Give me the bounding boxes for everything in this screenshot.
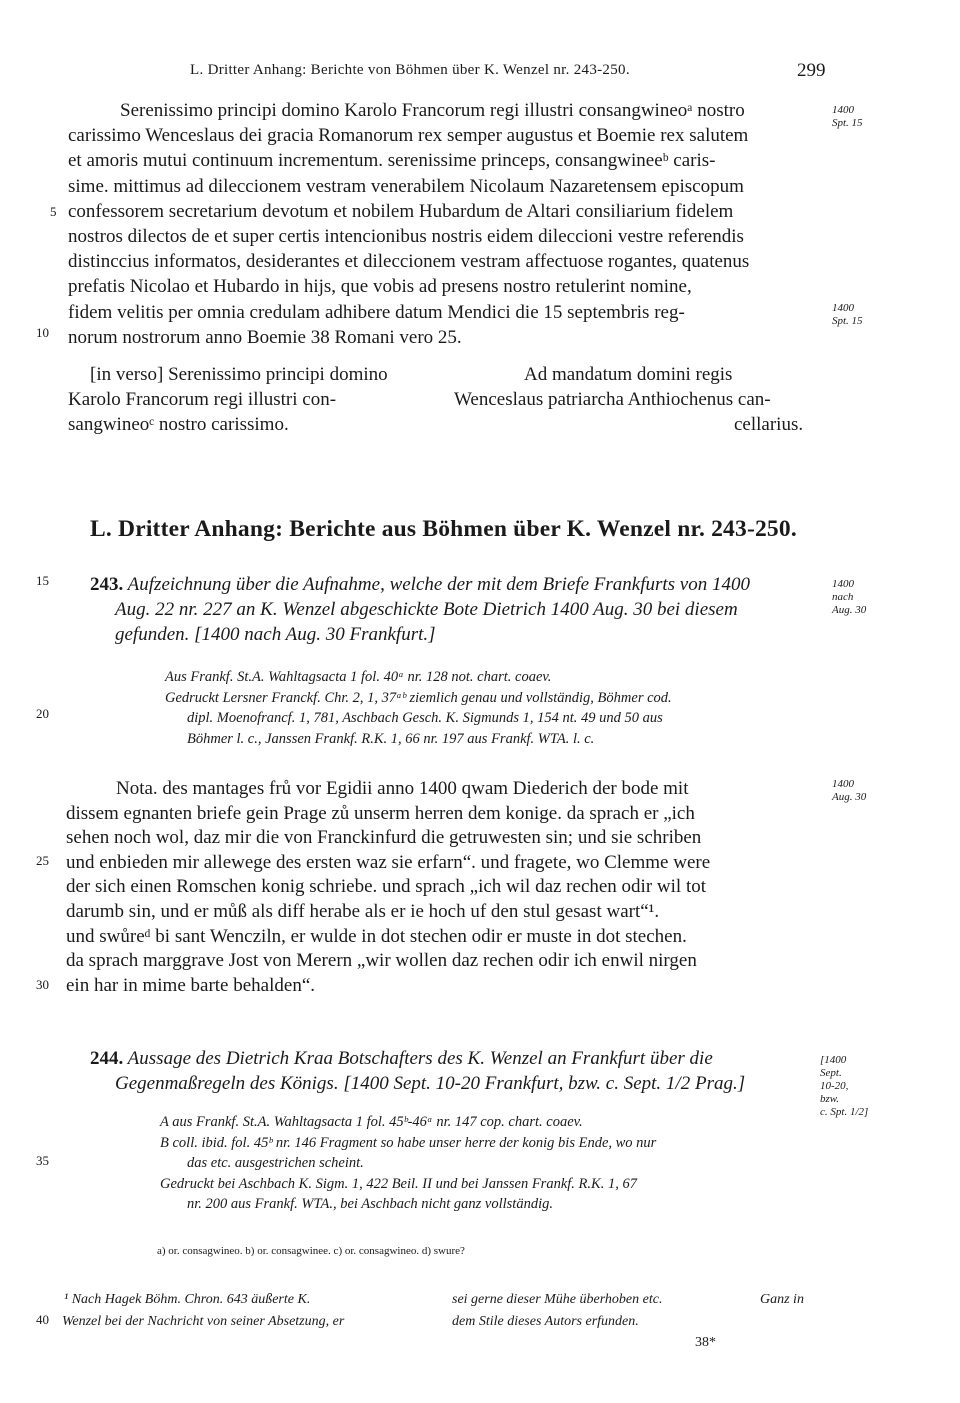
text-line: sehen noch wol, daz mir die von Franckinfurd die getruwesten sin; und sie schriben [66,827,702,849]
line-number: 20 [36,706,49,721]
text-line: da sprach marggrave Jost von Merern „wir wollen daz rechen odir ich enwil nirgen [66,950,697,972]
text-line: und swůreᵈ bi sant Wencziln, er wulde in dot stechen odir er muste in dot stechen. [66,925,687,947]
footnote-column [760,1289,804,1311]
doc-243-heading [90,572,750,647]
footnote-line: ¹ Nach Hagek Böhm. Chron. 643 äußerte K. [64,1292,311,1307]
margin-text: 1400 [832,302,854,314]
margin-text: Aug. 30 [832,791,867,803]
text-line: fidem velitis per omnia credulam adhibere datum Mendici die 15 septembris reg- [68,301,685,323]
text-line: dissem egnanten briefe gein Prage zů unserm herren dem konige. da sprach er „ich [66,802,695,824]
line-number: 5 [50,204,57,219]
text-line: confessorem secretarium devotum et nobilem Hubardum de Altari consiliarium fidelem [68,200,734,222]
doc-244-sources [160,1112,656,1215]
source-line: Aus Frankf. St.A. Wahltagsacta 1 fol. 40ᵃ nr. 128 not. chart. coaev. [165,669,552,685]
margin-text: Spt. 15 [832,315,863,327]
text-line: [in verso] Serenissimo principi domino [90,364,388,385]
section-title: L. Dritter Anhang: Berichte aus Böhmen über K. Wenzel nr. 243-250. [90,516,797,542]
margin-date-note [820,1054,868,1119]
text-line: und enbieden mir allewege des ersten waz sie erfarn“. und fragete, wo Clemme were [66,851,711,873]
line-number: 30 [36,977,49,992]
chancery-note [454,362,803,438]
source-line: Böhmer l. c., Janssen Frankf. R.K. 1, 66 nr. 197 aus Frankf. WTA. l. c. [187,730,595,747]
margin-text: c. Spt. 1/2] [820,1106,869,1118]
margin-date-note [832,302,863,328]
text-line: norum nostrorum anno Boemie 38 Romani vero 25. [68,326,462,348]
doc-243-sources [165,667,672,749]
line-number: 10 [36,325,49,340]
text-line: prefatis Nicolao et Hubardo in hijs, que vobis ad presens nostro retulerint nomine, [68,276,692,298]
footnote-line: dem Stile dieses Autors erfunden. [452,1314,639,1329]
source-line: nr. 200 aus Frankf. WTA., bei Aschbach nicht ganz vollständig. [187,1196,553,1212]
doc-243-text [66,777,710,998]
line-number: 25 [36,853,49,868]
text-line: sime. mittimus ad dileccionem vestram venerabilem Nicolaum Nazaretensem episcopum [68,175,744,197]
text-line: darumb sin, und er můß als diff herabe als er ie hoch uf den stul gesast wart“¹. [66,900,660,922]
text-line: Wenceslaus patriarcha Anthiochenus can- [454,389,771,411]
text-line: der sich einen Romschen konig schriebe. und sprach „ich wil daz rechen odir wil tot [66,876,706,898]
heading-line: Aufzeichnung über die Aufnahme, welche der mit dem Briefe Frankfurts von 1400 [127,574,750,595]
footnote-column [452,1289,662,1333]
margin-text: 10-20, [820,1080,849,1092]
source-line: Gedruckt Lersner Franckf. Chr. 2, 1, 37ᵃᵇ ziemlich genau und vollständig, Böhmer cod. [165,689,672,706]
running-title: L. Dritter Anhang: Berichte von Böhmen über K. Wenzel nr. 243-250. [190,62,630,78]
line-number: 35 [36,1153,49,1168]
margin-date-note [832,104,863,130]
footnote-line: Ganz in [760,1292,804,1307]
text-line: carissimo Wenceslaus dei gracia Romanorum rex semper augustus et Boemie rex salutem [68,125,749,147]
margin-date-note [832,778,866,804]
doc-number: 244. [90,1048,124,1069]
footnote-line: Wenzel bei der Nachricht von seiner Absetzung, er [62,1314,345,1329]
line-number: 40 [36,1312,49,1327]
text-line: Nota. des mantages frů vor Egidii anno 1400 qwam Diederich der bode mit [116,778,689,799]
heading-line: gefunden. [1400 nach Aug. 30 Frankfurt.] [115,624,436,645]
source-line: B coll. ibid. fol. 45ᵇ nr. 146 Fragment so habe unser herre der konig bis Ende, wo nur [160,1134,657,1151]
heading-line: Aussage des Dietrich Kraa Botschafters des K. Wenzel an Frankfurt über die [127,1048,713,1069]
verso-address [68,362,388,438]
heading-line: Aug. 22 nr. 227 an K. Wenzel abgeschickte Bote Dietrich 1400 Aug. 30 bei diesem [115,599,738,620]
margin-text: Sept. [820,1067,842,1079]
source-line: dipl. Moenofrancf. 1, 781, Aschbach Gesch. K. Sigmunds 1, 154 nt. 49 und 50 aus [187,710,663,726]
footnote-line: sei gerne dieser Mühe überhoben etc. [452,1292,663,1307]
doc-number: 243. [90,574,124,595]
source-line: Gedruckt bei Aschbach K. Sigm. 1, 422 Beil. II und bei Janssen Frankf. R.K. 1, 67 [160,1175,637,1192]
text-line: ein har in mime barte behalden“. [66,974,316,996]
footnote-column [62,1289,344,1333]
text-line: nostros dilectos de et super certis intencionibus nostris eidem dileccioni vestre referendis [68,226,744,248]
margin-text: 1400 [832,778,854,790]
signature-mark: 38* [695,1335,716,1350]
text-line: cellarius. [734,414,804,436]
margin-text: bzw. [820,1093,840,1105]
heading-line: Gegenmaßregeln des Königs. [1400 Sept. 10-20 Frankfurt, bzw. c. Sept. 1/2 Prag.] [115,1073,746,1094]
source-line: A aus Frankf. St.A. Wahltagsacta 1 fol. 45ᵇ-46ᵃ nr. 147 cop. chart. coaev. [160,1114,583,1130]
doc-244-heading [90,1046,745,1096]
text-line: Karolo Francorum regi illustri con- [68,389,337,411]
source-line: das etc. ausgestrichen scheint. [187,1155,364,1171]
margin-text: 1400 [832,578,854,590]
text-line: Serenissimo principi domino Karolo Francorum regi illustri consangwineoᵃ nostro [120,100,745,121]
margin-text: Aug. 30 [832,604,867,616]
page-number: 299 [797,60,826,81]
margin-text: nach [832,591,854,603]
text-line: distinccius informatos, desiderantes et dileccionem vestram affectuose rogantes, quatenus [68,251,750,273]
letter-text [68,98,749,350]
text-line: sangwineoᶜ nostro carissimo. [68,414,289,436]
line-number: 15 [36,573,49,588]
margin-text: [1400 [820,1054,847,1066]
variant-notes: a) or. consagwineo. b) or. consagwinee. c) or. consagwineo. d) swure? [157,1245,465,1257]
margin-text: Spt. 15 [832,117,863,129]
margin-date-note [832,578,866,617]
text-line: Ad mandatum domini regis [524,364,733,385]
margin-text: 1400 [832,104,854,116]
text-line: et amoris mutui continuum incrementum. serenissime princeps, consangwineeᵇ caris- [68,150,716,172]
